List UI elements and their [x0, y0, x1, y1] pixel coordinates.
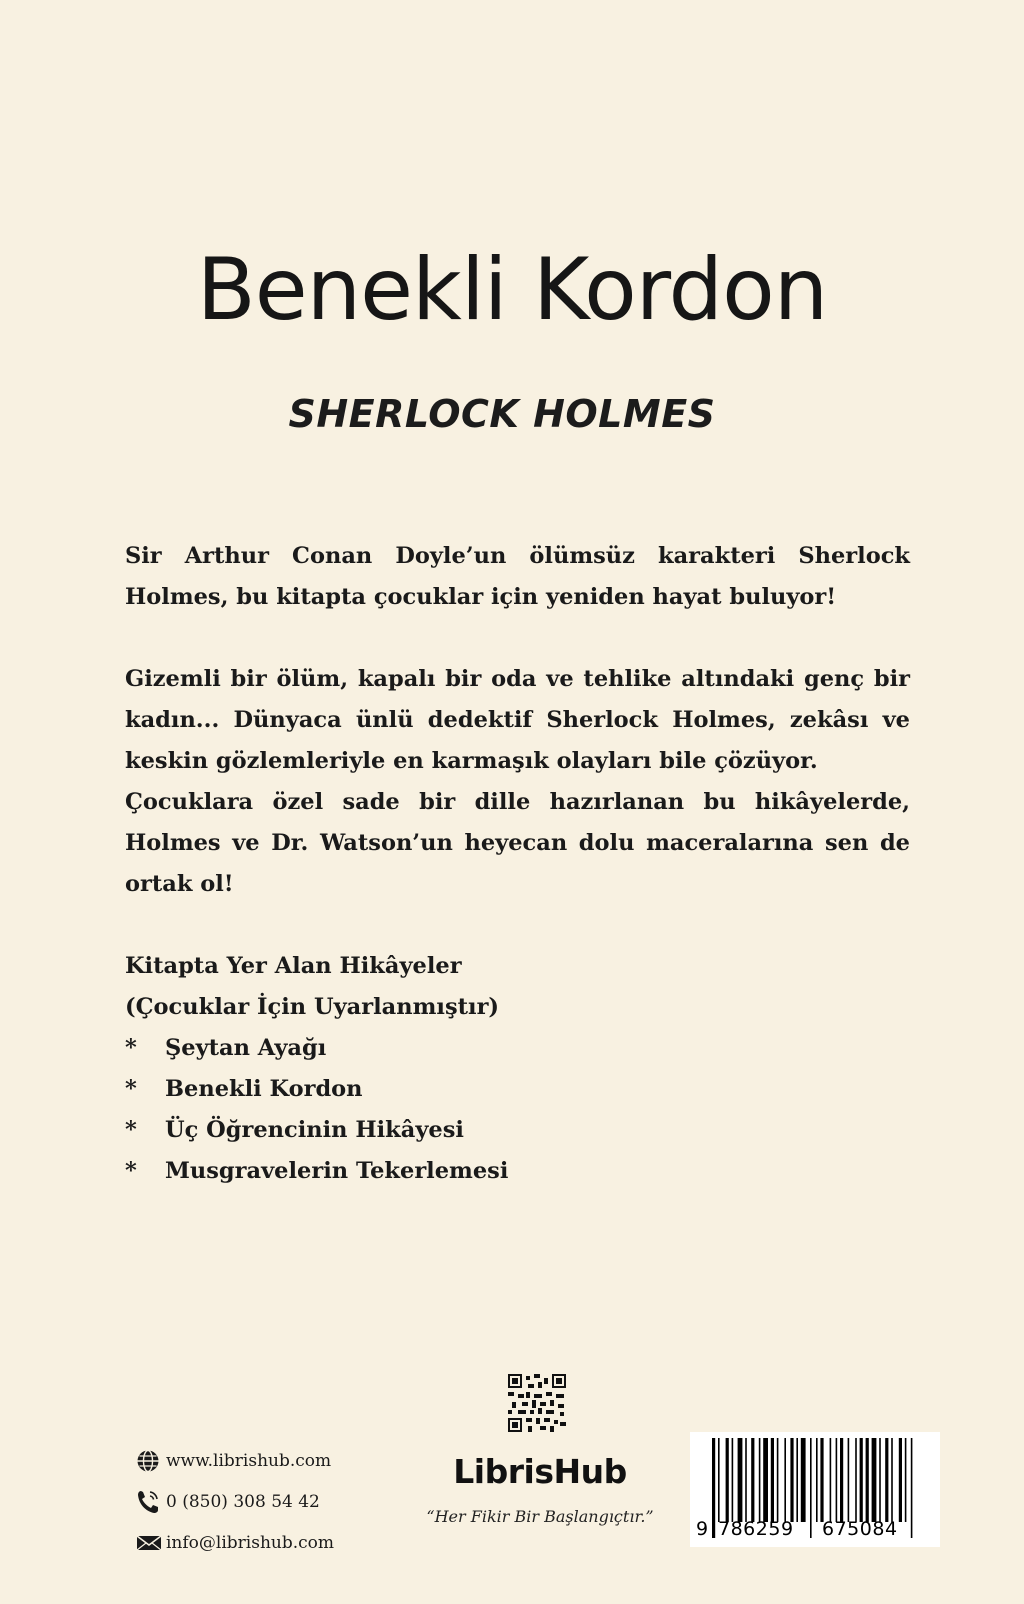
contact-website-row[interactable] — [136, 1442, 334, 1479]
barcode-bar — [712, 1438, 715, 1538]
barcode-bar — [784, 1438, 786, 1522]
story-title: Üç Öğrencinin Hikâyesi — [165, 1117, 464, 1143]
barcode-bar — [860, 1438, 863, 1522]
bullet-mark: * — [125, 1117, 137, 1143]
barcode-bar — [866, 1438, 869, 1522]
stories-note: (Çocuklar İçin Uyarlanmıştır) — [125, 994, 500, 1020]
barcode-bar — [820, 1438, 823, 1522]
stories-section — [125, 946, 910, 1192]
barcode-bar — [885, 1438, 888, 1522]
globe-icon — [136, 1448, 166, 1474]
barcode-bar — [738, 1438, 743, 1522]
barcode-bar — [879, 1438, 881, 1522]
contact-email-row[interactable] — [136, 1524, 334, 1561]
story-title: Benekli Kordon — [165, 1076, 363, 1102]
description-paragraph-3: Çocuklara özel sade bir dille hazırlanan bu hikâyelerde, Holmes ve Dr. Watson’un heyecan dolu maceralarına sen de ortak ol! — [125, 789, 910, 897]
barcode-bar — [759, 1438, 761, 1522]
barcode-bar — [751, 1438, 754, 1522]
email-link[interactable]: info@librishub.com — [166, 1532, 335, 1553]
contact-phone-row[interactable] — [136, 1483, 334, 1520]
barcode-bar — [718, 1438, 720, 1522]
barcode-bar — [840, 1438, 843, 1522]
barcode-bar — [777, 1438, 779, 1522]
barcode-bar — [810, 1438, 812, 1538]
barcode-bar — [872, 1438, 877, 1522]
barcode-bar — [836, 1438, 838, 1522]
story-list — [125, 1028, 910, 1192]
barcode-bar — [848, 1438, 850, 1522]
bullet-mark: * — [125, 1076, 137, 1102]
barcode-bar — [905, 1438, 907, 1522]
publisher-slogan: “Her Fikir Bir Başlangıçtır.” — [426, 1507, 654, 1526]
isbn-group-b: 675084 — [822, 1518, 898, 1540]
contact-info — [136, 1442, 334, 1565]
barcode-bar — [830, 1438, 832, 1522]
story-title: Musgravelerin Tekerlemesi — [165, 1158, 509, 1184]
barcode-bar — [816, 1438, 818, 1522]
barcode — [690, 1432, 940, 1547]
isbn-group-a: 786259 — [718, 1518, 794, 1540]
barcode-bar — [899, 1438, 902, 1522]
story-item — [125, 1028, 910, 1069]
book-subtitle: SHERLOCK HOLMES — [288, 392, 716, 436]
barcode-bar — [801, 1438, 806, 1522]
barcode-bar — [726, 1438, 729, 1522]
barcode-bar — [771, 1438, 774, 1522]
envelope-icon — [136, 1530, 166, 1556]
isbn-lead-digit: 9 — [696, 1518, 709, 1540]
barcode-bar — [911, 1438, 913, 1538]
bullet-mark: * — [125, 1035, 137, 1061]
description-paragraph-1: Sir Arthur Conan Doyle’un ölümsüz karakteri Sherlock Holmes, bu kitapta çocuklar için yeniden hayat buluyor! — [125, 543, 910, 610]
barcode-bar — [891, 1438, 893, 1522]
back-cover-text — [125, 536, 910, 1192]
description-paragraph-2: Gizemli bir ölüm, kapalı bir oda ve tehlike altındaki genç bir kadın... Dünyaca ünlü dedektif Sherlock Holmes, zekâsı ve keskin gözlemleriyle en karmaşık olayları bile çözüyor. — [125, 666, 910, 774]
publisher-logo: LibrisHub — [453, 1452, 627, 1491]
barcode-bar — [732, 1438, 734, 1522]
story-item — [125, 1151, 910, 1192]
barcode-bar — [745, 1438, 747, 1522]
barcode-bar — [763, 1438, 768, 1522]
barcode-bar — [790, 1438, 793, 1522]
book-title: Benekli Kordon — [196, 240, 828, 340]
qr-code-icon[interactable] — [508, 1374, 566, 1432]
stories-heading: Kitapta Yer Alan Hikâyeler — [125, 953, 462, 979]
phone-icon — [136, 1489, 166, 1515]
story-item — [125, 1069, 910, 1110]
website-link[interactable]: www.librishub.com — [166, 1450, 332, 1471]
barcode-bar — [855, 1438, 857, 1522]
phone-number[interactable]: 0 (850) 308 54 42 — [166, 1491, 320, 1512]
story-item — [125, 1110, 910, 1151]
bullet-mark: * — [125, 1158, 137, 1184]
story-title: Şeytan Ayağı — [165, 1035, 327, 1061]
barcode-bar — [796, 1438, 798, 1522]
